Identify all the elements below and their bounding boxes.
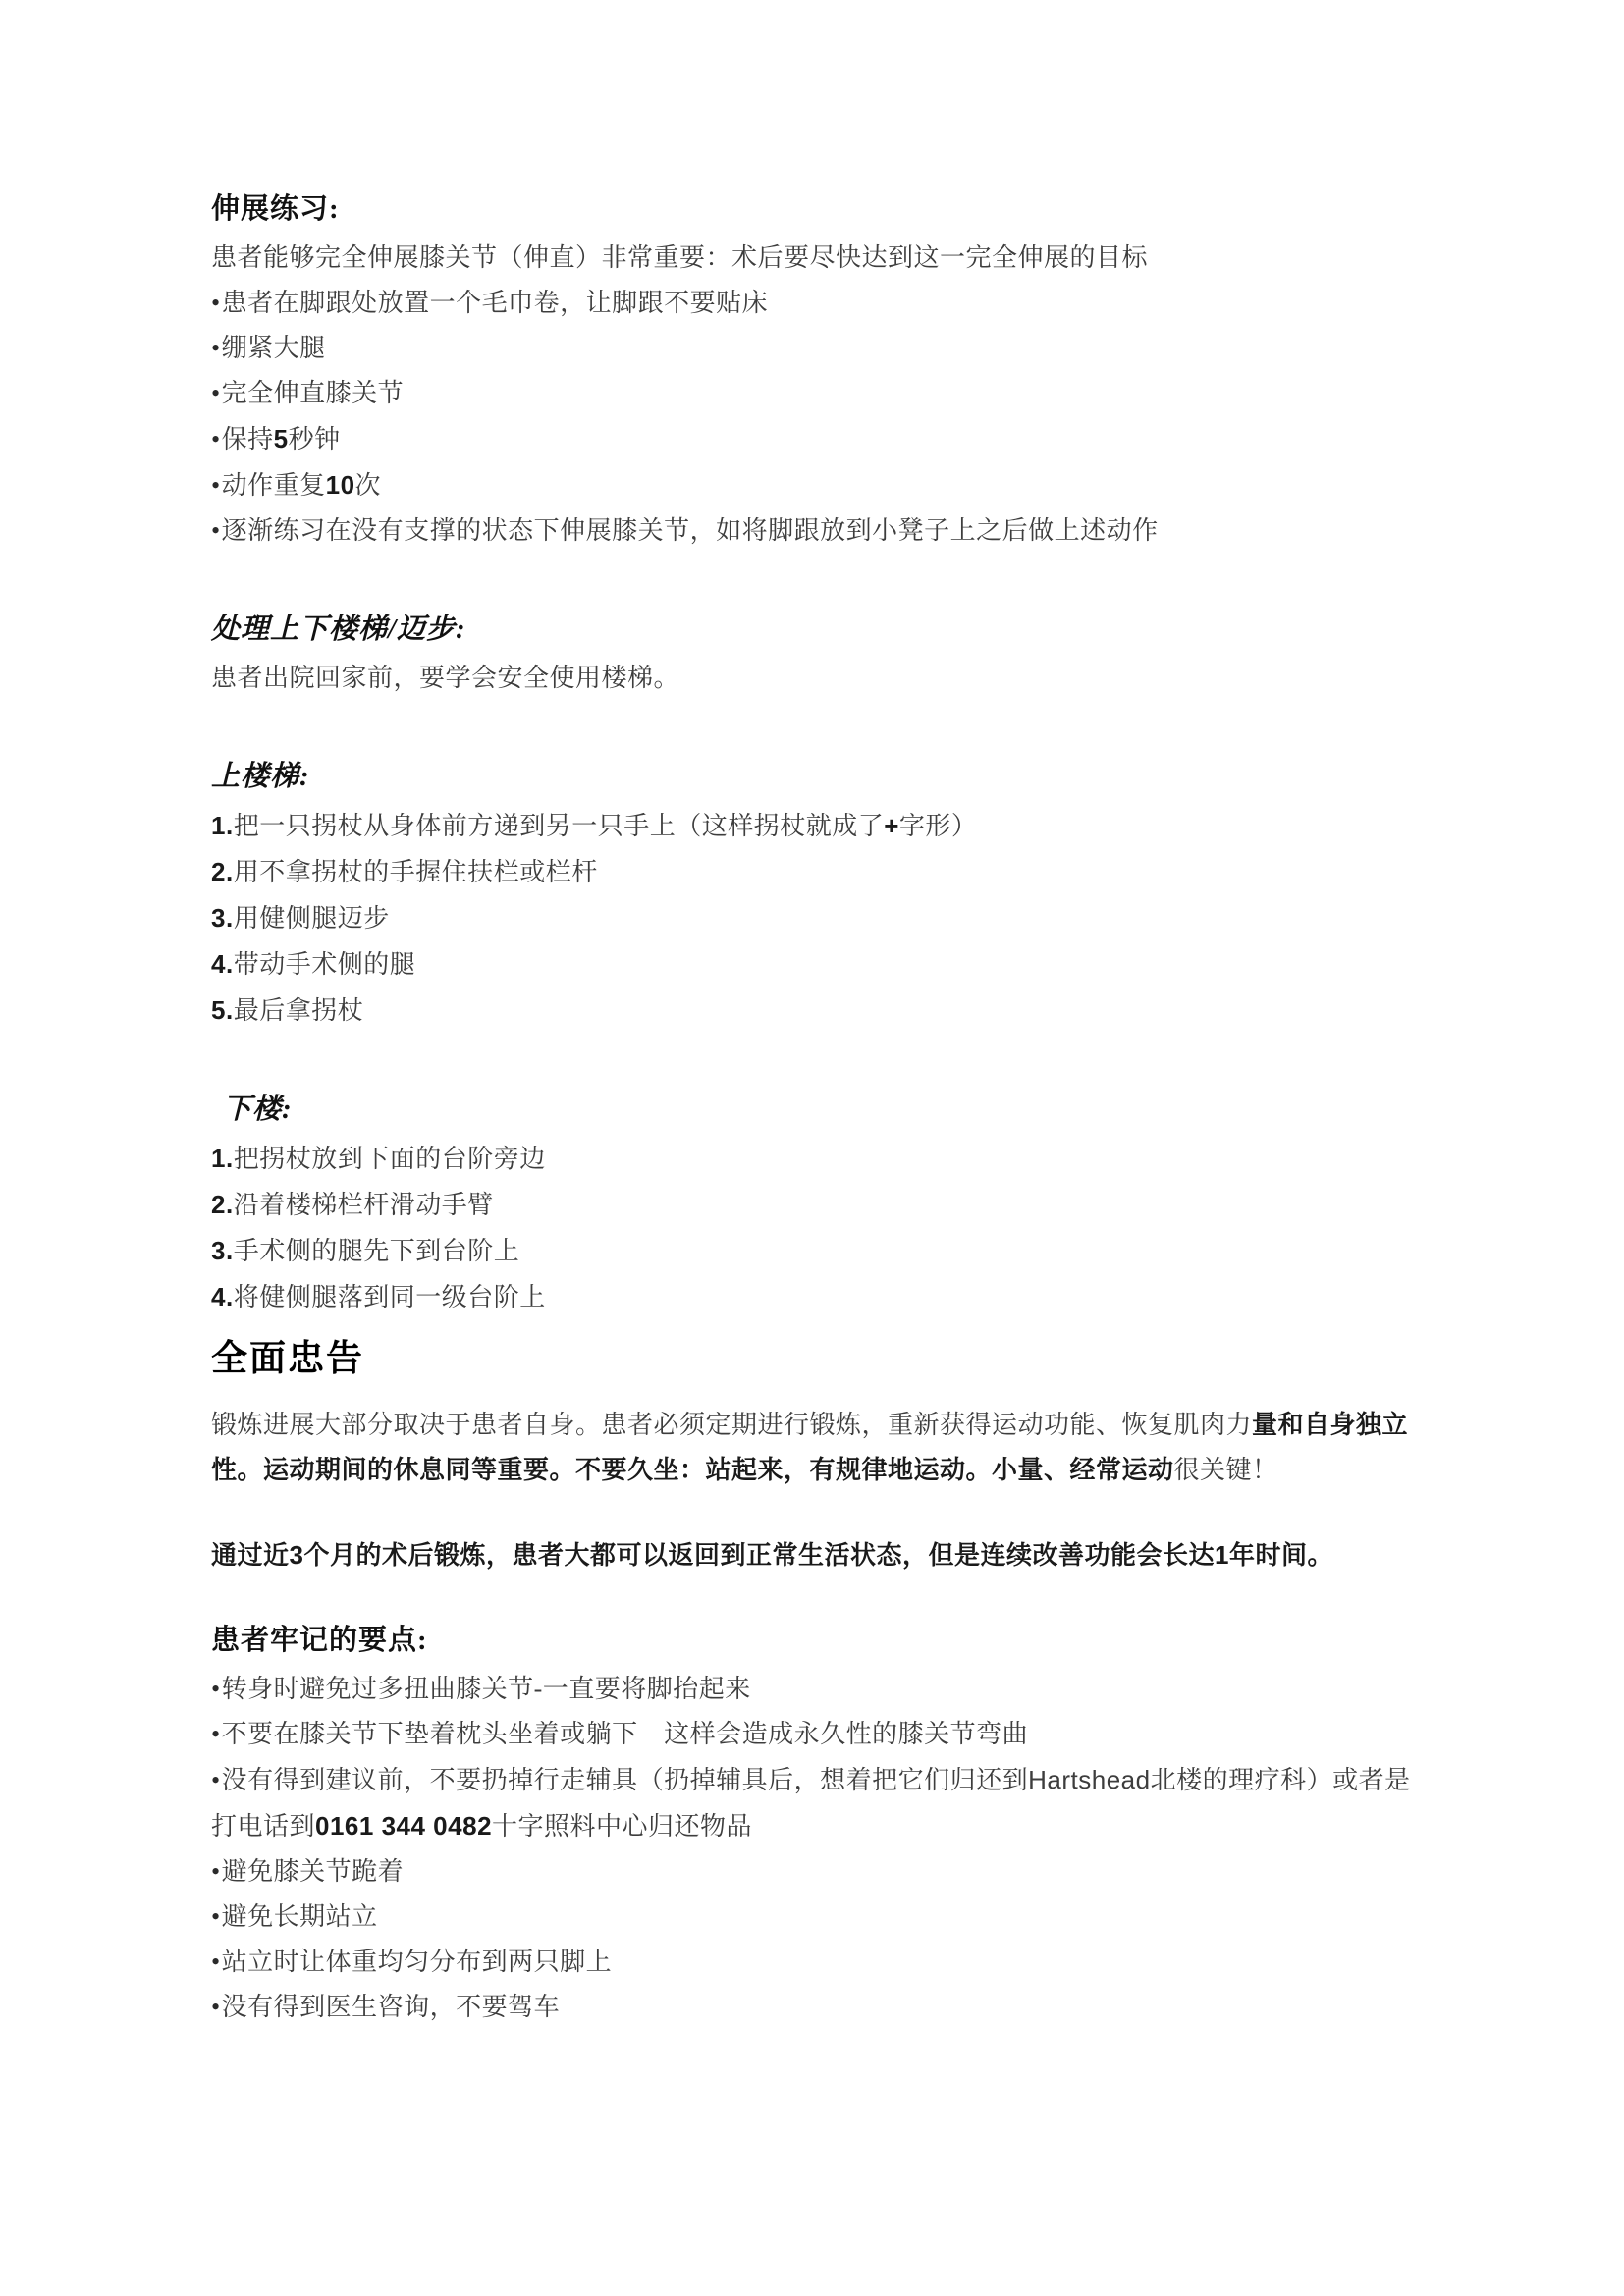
number-label: 5.: [211, 995, 234, 1025]
spacer: [211, 554, 1434, 593]
bullet-marker: •: [211, 1720, 221, 1748]
bullet-marker: •: [211, 379, 221, 407]
bullet-item: [211, 416, 1434, 462]
text-run: 没有得到医生咨询，不要驾车: [221, 1993, 561, 2021]
text-run: 转身时避免过多扭曲膝关节-一直要将脚抬起来: [221, 1675, 751, 1703]
text-run: 北楼的理疗科）或者是打电话到: [211, 1766, 1411, 1841]
number-label: 3.: [211, 1236, 234, 1265]
paragraph: [211, 236, 1434, 281]
text-run: 将健侧腿落到同一级台阶上: [233, 1283, 546, 1311]
spacer: [211, 1034, 1434, 1073]
number-label: 3.: [211, 903, 234, 933]
bullet-marker: •: [211, 1948, 221, 1976]
bullet-item: [211, 508, 1434, 554]
text-run: 把一只拐杖从身体前方递到另一只手上（这样拐杖就成了: [233, 812, 885, 840]
text-run: 患者在脚跟处放置一个毛巾卷，让脚跟不要贴床: [221, 289, 769, 317]
bullet-marker: •: [211, 1857, 221, 1886]
text-run: 处理上下楼梯/迈步:: [211, 614, 466, 645]
text-run: 字形）: [898, 812, 978, 840]
text-run: 10: [325, 470, 355, 500]
text-run: 1: [1215, 1540, 1229, 1570]
bullet-marker: •: [211, 516, 221, 545]
section-heading: [211, 1334, 1434, 1385]
bullet-marker: •: [211, 289, 221, 317]
text-run: 很关键！: [1173, 1456, 1278, 1484]
text-run: 上楼梯:: [211, 761, 310, 792]
text-run: 手术侧的腿先下到台阶上: [233, 1237, 520, 1265]
text-run: 个月的术后锻炼，患者大都可以返回到正常生活状态，但是连续改善功能会长达: [303, 1541, 1215, 1570]
paragraph: [211, 1403, 1434, 1493]
numbered-item: [211, 988, 1434, 1034]
spacer: [211, 1578, 1434, 1618]
spacer: [211, 1493, 1434, 1532]
bullet-item: [211, 326, 1434, 371]
text-run: 保持: [221, 425, 274, 454]
text-run: 带动手术侧的腿: [233, 950, 416, 979]
text-run: 不要在膝关节下垫着枕头坐着或躺下 这样会造成永久性的膝关节弯曲: [221, 1720, 1029, 1748]
number-label: 4.: [211, 1282, 234, 1311]
number-label: 1.: [211, 811, 234, 840]
bullet-marker: •: [211, 1766, 221, 1794]
bullet-item: [211, 371, 1434, 416]
paragraph: [211, 1532, 1434, 1578]
number-label: 2.: [211, 1190, 234, 1219]
text-run: Hartshead: [1028, 1765, 1151, 1794]
text-run: 绷紧大腿: [221, 334, 326, 362]
bullet-item: [211, 1712, 1434, 1757]
section-heading: [211, 1087, 1434, 1132]
text-run: 完全伸直膝关节: [221, 379, 405, 407]
text-run: 锻炼进展大部分取决于患者自身。患者必须定期进行锻炼，重新获得运动功能、恢复肌肉力: [211, 1411, 1253, 1439]
text-run: +: [884, 811, 899, 840]
text-run: 站立时让体重均匀分布到两只脚上: [221, 1948, 613, 1976]
text-run: 动作重复: [221, 471, 326, 500]
bullet-marker: •: [211, 1993, 221, 2021]
bullet-item: [211, 281, 1434, 326]
section-heading: [211, 754, 1434, 799]
text-run: 秒钟: [288, 425, 341, 454]
text-run: 次: [354, 471, 382, 500]
text-run: 年时间。: [1228, 1541, 1333, 1570]
bullet-item: [211, 1940, 1434, 1985]
section-heading: [211, 607, 1434, 652]
text-run: 十字照料中心归还物品: [492, 1812, 753, 1841]
number-label: 2.: [211, 857, 234, 886]
bullet-marker: •: [211, 471, 221, 500]
text-run: 没有得到建议前，不要扔掉行走辅具（扔掉辅具后，想着把它们归还到: [221, 1766, 1029, 1794]
bullet-item: [211, 1667, 1434, 1712]
text-run: 患者出院回家前，要学会安全使用楼梯。: [211, 664, 680, 692]
text-run: 患者能够完全伸展膝关节（伸直）非常重要：术后要尽快达到这一完全伸展的目标: [211, 243, 1149, 272]
numbered-item: [211, 1274, 1434, 1320]
numbered-item: [211, 803, 1434, 849]
spacer: [211, 701, 1434, 740]
text-run: 下楼:: [223, 1094, 293, 1125]
numbered-item: [211, 1136, 1434, 1182]
bullet-item: [211, 1985, 1434, 2030]
bullet-item: [211, 1895, 1434, 1940]
text-run: 避免膝关节跪着: [221, 1857, 405, 1886]
numbered-item: [211, 941, 1434, 988]
text-run: 全面忠告: [211, 1339, 364, 1379]
bullet-item: [211, 462, 1434, 508]
text-run: 沿着楼梯栏杆滑动手臂: [233, 1191, 494, 1219]
number-label: 1.: [211, 1144, 234, 1173]
text-run: 逐渐练习在没有支撑的状态下伸展膝关节，如将脚跟放到小凳子上之后做上述动作: [221, 516, 1159, 545]
numbered-item: [211, 895, 1434, 941]
section-heading: [211, 1618, 1434, 1663]
bullet-item: [211, 1757, 1434, 1849]
text-run: 最后拿拐杖: [233, 996, 364, 1025]
bullet-marker: •: [211, 334, 221, 362]
text-run: 把拐杖放到下面的台阶旁边: [233, 1145, 546, 1173]
number-label: 4.: [211, 949, 234, 979]
numbered-item: [211, 1182, 1434, 1228]
numbered-item: [211, 1228, 1434, 1274]
text-run: 用不拿拐杖的手握住扶栏或栏杆: [233, 858, 598, 886]
paragraph: [211, 656, 1434, 701]
text-run: 量和自身独立性。运动期间的休息同等重要。不要久坐：站起来，有规律地运动。小量、经常运动: [211, 1411, 1409, 1484]
text-run: 0161 344 0482: [315, 1811, 493, 1841]
bullet-marker: •: [211, 425, 221, 454]
text-run: 3: [289, 1540, 304, 1570]
bullet-marker: •: [211, 1902, 221, 1931]
text-run: 患者牢记的要点:: [211, 1625, 428, 1656]
text-run: 伸展练习:: [211, 193, 340, 225]
text-run: 用健侧腿迈步: [233, 904, 390, 933]
document-content: [211, 187, 1434, 2030]
bullet-marker: •: [211, 1675, 221, 1703]
section-heading: [211, 187, 1434, 232]
bullet-item: [211, 1849, 1434, 1895]
text-run: 避免长期站立: [221, 1902, 378, 1931]
text-run: 5: [273, 424, 289, 454]
numbered-item: [211, 849, 1434, 895]
text-run: 通过近: [211, 1541, 290, 1570]
